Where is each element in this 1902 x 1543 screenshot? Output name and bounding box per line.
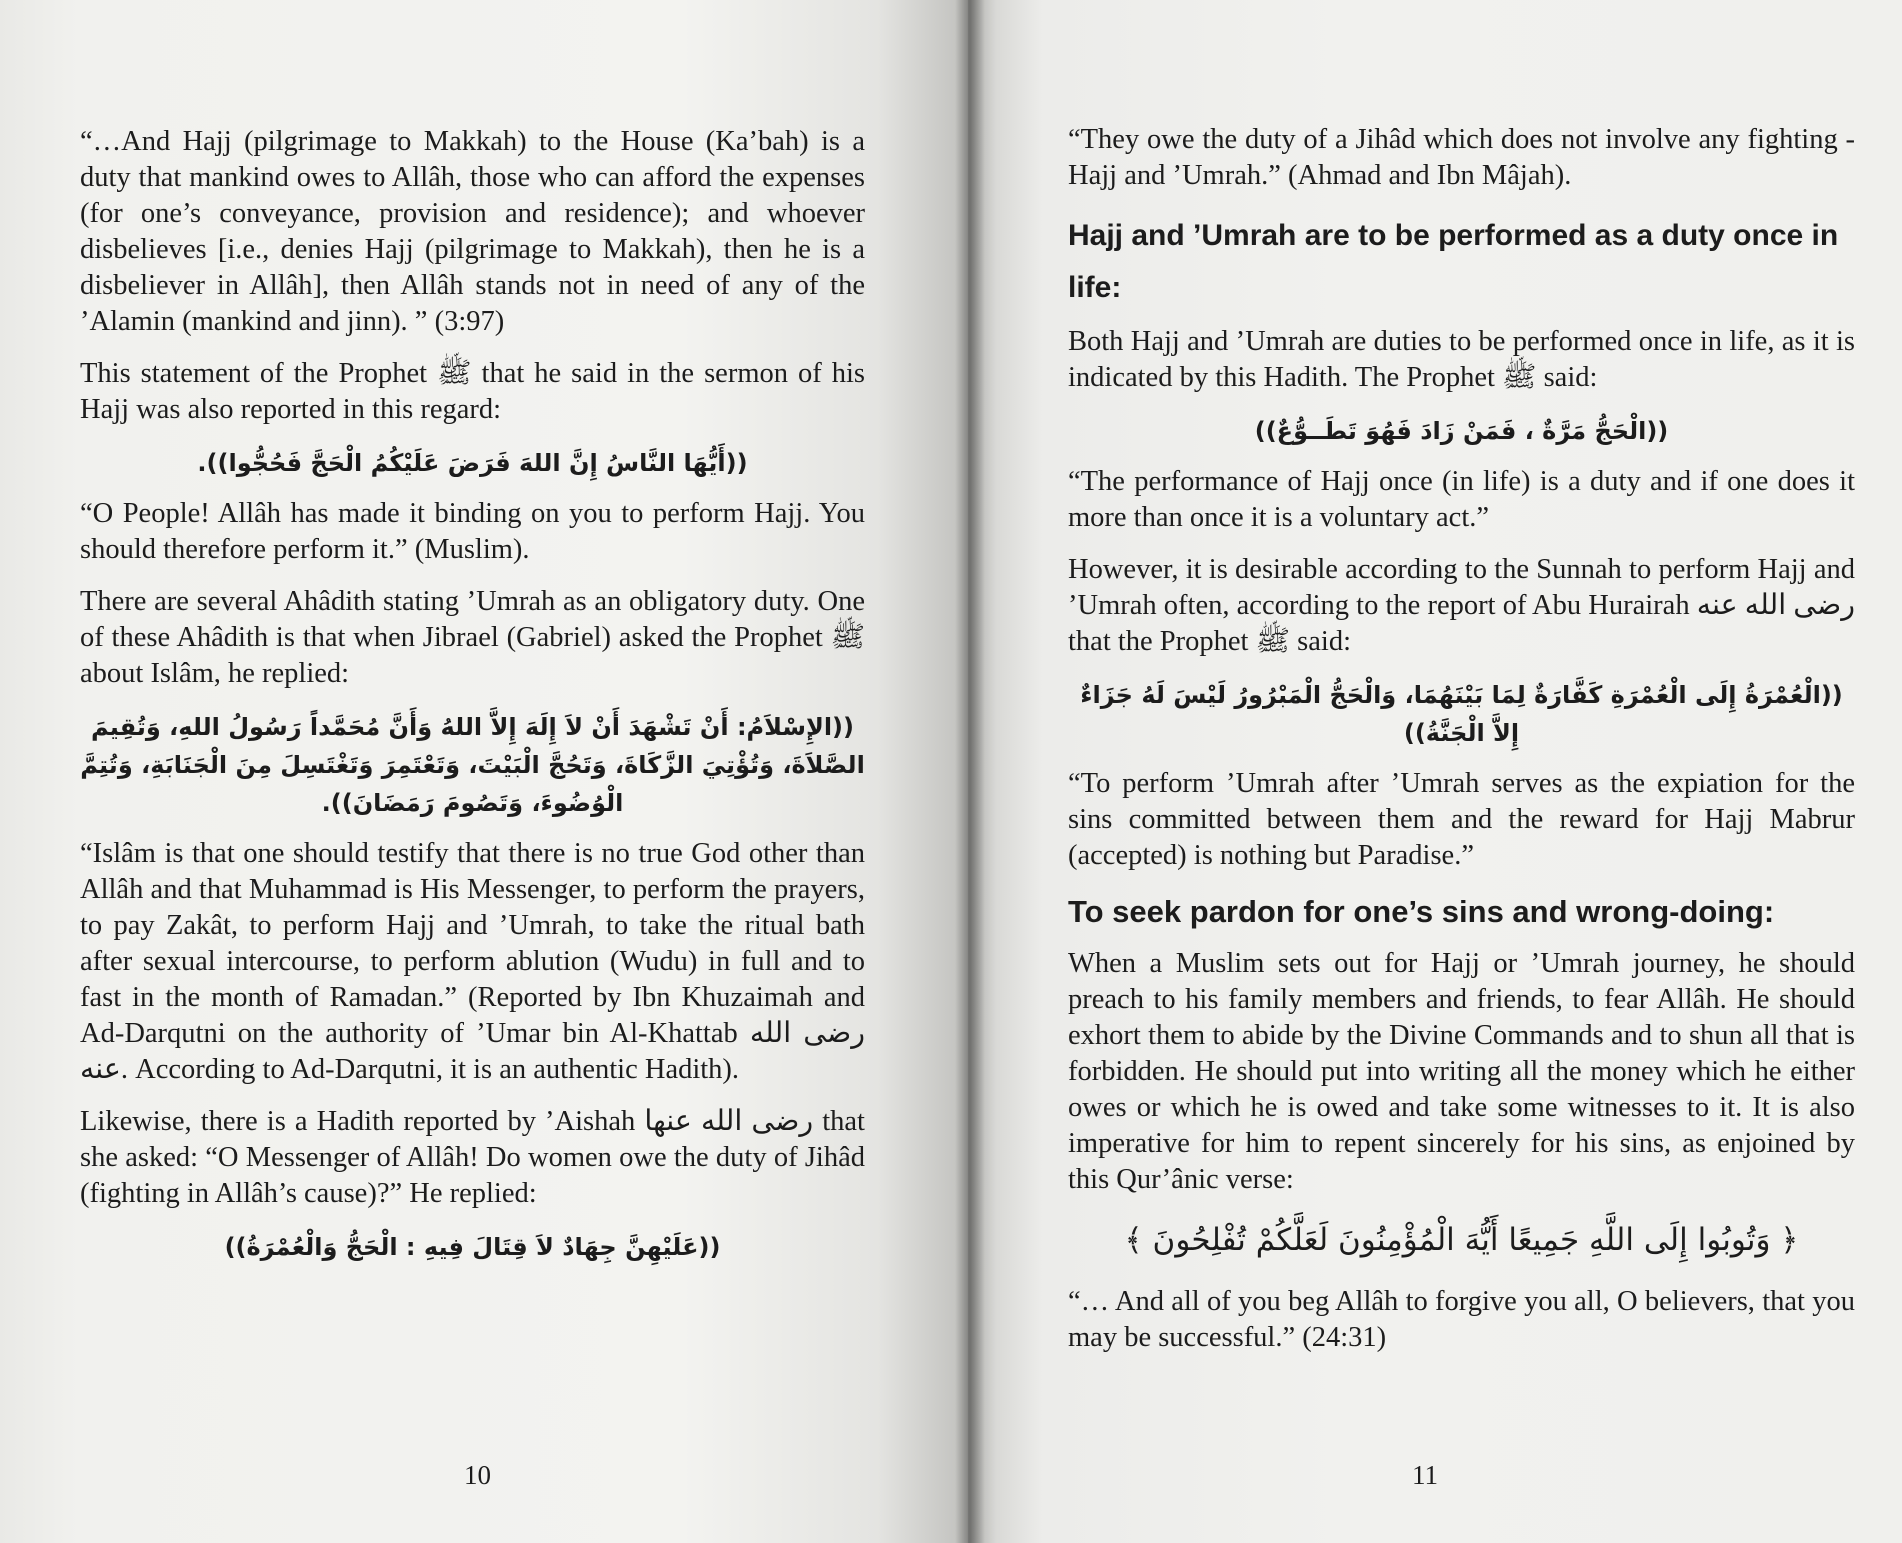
arabic-hadith: ((أَيُّهَا النَّاسُ إِنَّ اللهَ فَرَضَ عَلَيْكُمُ الْحَجَّ فَحُجُّوا)).	[197, 449, 748, 477]
paragraph: “They owe the duty of a Jihâd which does not involve any fighting -Hajj and ’Umrah.” (Ahmad and Ibn Mâjah).	[1068, 124, 1855, 191]
paragraph: “The performance of Hajj once (in life) is a duty and if one does it more than once it is a voluntary act.”	[1068, 466, 1855, 533]
arabic-hadith: ((الإِسْلاَمُ: أَنْ تَشْهَدَ أَنْ لاَ إِلَهَ إِلاَّ اللهُ وَأَنَّ مُحَمَّداً رَسُولُ اللهِ، وَتُقِيمَ الصَّلاَةَ، وَتُؤْتِيَ الزَّكَاةَ، وَتَحُجَّ الْبَيْتَ، وَتَعْتَمِرَ وَتَغْتَسِلَ مِنَ الْجَنَابَةِ، وَتُتِمَّ الْوُضُوءَ، وَتَصُومَ رَمَضَانَ)).	[80, 713, 865, 817]
quran-translation-paragraph: “…And Hajj (pilgrimage to Makkah) to the House (Ka’bah) is a duty that mankind owes to Allâh, those who can afford the expenses (for one’s conveyance, provision and residence); and whoever disbelieves [i.e., denies Hajj (pilgrimage to Makkah), then he is a disbeliever in Allâh], then Allâh stands not in need of any of the ’Alamin (mankind and jinn). ” (3:97)	[80, 126, 865, 337]
left-page-body	[80, 124, 865, 1280]
arabic-hadith: ((الْحَجُّ مَرَّةٌ ، فَمَنْ زَادَ فَهُوَ تَطَــوُّعٌ))	[1254, 417, 1669, 445]
quran-translation-paragraph: “… And all of you beg Allâh to forgive you all, O believers, that you may be successful.” (24:31)	[1068, 1286, 1855, 1353]
paragraph: “Islâm is that one should testify that there is no true God other than Allâh and that Muhammad is His Messenger, to perform the prayers, to pay Zakât, to perform Hajj and ’Umrah, to take the ritual bath after sexual intercourse, to perform ablution (Wudu) in full and to fast in the month of Ramadan.” (Reported by Ibn Khuzaimah and Ad-Darqutni on the authority of ’Umar bin Al-Khattab رضى الله عنه. According to Ad-Darqutni, it is an authentic Hadith).	[80, 838, 865, 1085]
paragraph: When a Muslim sets out for Hajj or ’Umrah journey, he should preach to his family members and friends, to fear Allâh. He should exhort them to abide by the Divine Commands and to shun all that is forbidden. He should put into writing all the money which he either owes or which he is owed and take some witnesses to it. It is also imperative for him to repent sincerely for his sins, as enjoined by this Qur’ânic verse:	[1068, 948, 1855, 1195]
paragraph: Likewise, there is a Hadith reported by ’Aishah رضى الله عنها that she asked: “O Messenger of Allâh! Do women owe the duty of Jihâd (fighting in Allâh’s cause)?” He replied:	[80, 1106, 865, 1209]
right-page-body	[1068, 122, 1855, 1372]
paragraph: Both Hajj and ’Umrah are duties to be performed once in life, as it is indicated by this Hadith. The Prophet ﷺ said:	[1068, 326, 1855, 393]
paragraph: “To perform ’Umrah after ’Umrah serves as the expiation for the sins committed between them and the reward for Hajj Mabrur (accepted) is nothing but Paradise.”	[1068, 768, 1855, 871]
paragraph: This statement of the Prophet ﷺ that he said in the sermon of his Hajj was also reported in this regard:	[80, 358, 865, 425]
book-gutter-shadow	[955, 0, 985, 1543]
paragraph: There are several Ahâdith stating ’Umrah as an obligatory duty. One of these Ahâdith is that when Jibrael (Gabriel) asked the Prophet ﷺ about Islâm, he replied:	[80, 586, 865, 689]
page-number: 10	[464, 1460, 491, 1490]
section-heading: To seek pardon for one’s sins and wrong-doing:	[1068, 894, 1775, 929]
arabic-hadith: ((عَلَيْهِنَّ جِهَادٌ لاَ قِتَالَ فِيهِ : الْحَجُّ وَالْعُمْرَةُ))	[224, 1233, 721, 1261]
page-number: 11	[1412, 1460, 1438, 1490]
paragraph: “O People! Allâh has made it binding on you to perform Hajj. You should therefore perform it.” (Muslim).	[80, 498, 865, 565]
paragraph: However, it is desirable according to the Sunnah to perform Hajj and ’Umrah often, according to the report of Abu Hurairah رضى الله عنه that the Prophet ﷺ said:	[1068, 554, 1856, 657]
arabic-quran-verse: ﴿ وَتُوبُوا إِلَى اللَّهِ جَمِيعًا أَيُّهَ الْمُؤْمِنُونَ لَعَلَّكُمْ تُفْلِحُونَ ﴾	[1124, 1222, 1799, 1258]
arabic-hadith: ((الْعُمْرَةُ إِلَى الْعُمْرَةِ كَفَّارَةٌ لِمَا بَيْنَهُمَا، وَالْحَجُّ الْمَبْرُورُ لَيْسَ لَهُ جَزَاءٌ إِلاَّ الْجَنَّةُ))	[1080, 681, 1843, 747]
right-page	[968, 0, 1902, 1543]
section-heading: Hajj and ’Umrah are to be performed as a duty once in life:	[1068, 219, 1839, 304]
